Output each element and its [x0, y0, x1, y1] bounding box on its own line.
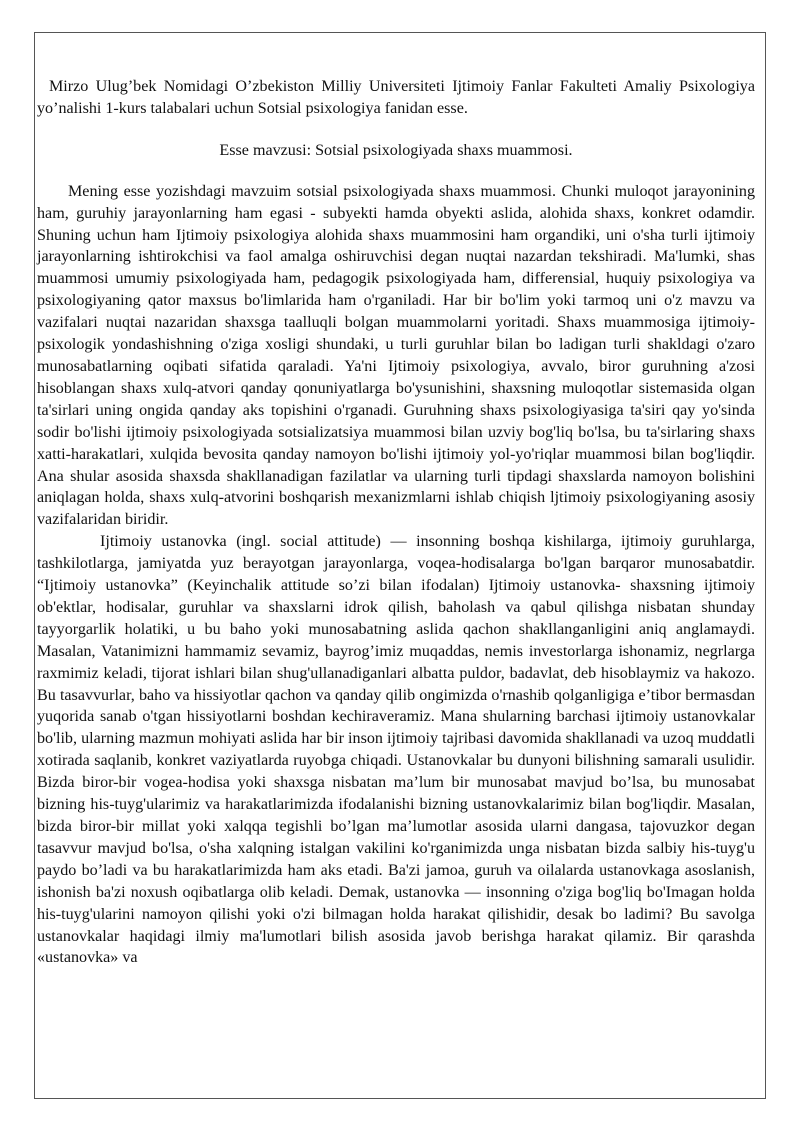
essay-header: Mirzo Ulug’bek Nomidagi O’zbekiston Milliy Universiteti Ijtimoiy Fanlar Fakulteti Amaliy Psixologiya yo’nalishi 1-kurs talabalari uchun Sotsial psixologiya fanidan esse. — [37, 78, 755, 117]
paragraph-1: Mening esse yozishdagi mavzuim sotsial psixologiyada shaxs muammosi. Chunki muloqot jarayonining ham, guruhiy jarayonlarning ham egasi - subyekti hamda obyekti aslida, alohida shaxs, konkret odamdir. Shuning uchun ham Ijtimoiy psixologiya alohida shaxs muammosini ham organdiki, uni o'sha turli ijtimoiy jarayonlarning ishtirokchisi va faol amalga oshiruvchisi degan nuqtai nazardan tekshiradi. Ma'lumki, shas muammosi umumiy psixologiyada ham, pedagogik psixologiyada ham, differensial, huquiy psixologiya va psixologiyaning qator maxsus bo'limlarida ham o'rganiladi. Har bir bo'lim yoki tarmoq uni o'z mavzu va vazifalari nuqtai nazaridan shaxsga taalluqli bolgan muammolarni yoritadi. Shaxs muammosiga ijtimoiy-psixologik yondashishning o'ziga xosligi shundaki, u turli guruhlar bilan bo ladigan turli shakldagi o'zaro munosabatlarning oqibati sifatida qaraladi. Ya'ni Ijtimoiy psixologiya, avvalo, biror guruhning a'zosi hisoblangan shaxs xulq-atvori qanday qonuniyatlarga bo'ysunishini, shaxsning muloqotlar sistemasida olgan ta'sirlari uning ongida qanday aks topishini o'rganadi. Guruhning shaxs psixologiyasiga ta'siri qay yo'sinda sodir bo'lishi ijtimoiy psixologiyada sotsializatsiya muammosi bilan uzviy bog'liq bo'lsa, bu ta'sirlaring shaxs xatti-harakatlari, xulqida bevosita qanday namoyon bo'lishi ijtimoiy yol-yo'riqlar muammosi bilan bog'liqdir. Ana shular asosida shaxsda shakllanadigan fazilatlar va ularning turli tipdagi shaxslarda namoyon bolishini aniqlagan holda, shaxs xulq-atvorini boshqarish mexanizmlarni ishlab chiqish ljtimoiy psixologiyaning asosiy vazifalaridan biridir. — [37, 182, 755, 529]
essay-document — [37, 76, 755, 969]
essay-topic: Esse mavzusi: Sotsial psixologiyada shaxs muammosi. — [219, 141, 573, 159]
paragraph-2: Ijtimoiy ustanovka (ingl. social attitude) — insonning boshqa kishilarga, ijtimoiy guruhlarga, tashkilotlarga, jamiyatda yuz berayotgan jarayonlarga, voqea-hodisalarga bo'lgan barqaror munosabatdir. “Ijtimoiy ustanovka” (Keyinchalik attitude so’zi bilan ifodalan) Ijtimoiy ustanovka- shaxsning ijtimoiy ob'ektlar, hodisalar, guruhlar va shaxslarni idrok qilish, baholash va qabul qilishga nisbatan shunday tayyorgarlik holatiki, u bu baho yoki munosabatning aslida qachon shakllanganligini aniq anglamaydi. Masalan, Vatanimizni hammamiz sevamiz, bayrog’imiz muqaddas, nemis investorlarga ishonamiz, negrlarga raxmimiz keladi, tijorat ishlari bilan shug'ullanadiganlari albatta puldor, badavlat, deb hisoblaymiz va hakozo. Bu tasavvurlar, baho va hissiyotlar qachon va qanday qilib ongimizda o'rnashib qolganligiga e’tibor bermasdan yuqorida sanab o'tgan hissiyotlarni boshdan kechiraveramiz. Mana shularning barchasi ijtimoiy ustanovkalar bo'lib, ularning mazmun mohiyati aslida har bir inson ijtimoiy tajribasi davomida shakllanadi va uzoq muddatli xotirada saqlanib, konkret vaziyatlarda ruyobga chiqadi. Ustanovkalar bu dunyoni bilishning samarali usulidir. Bizda biror-bir vogea-hodisa yoki shaxsga nisbatan ma’lum bir munosabat mavjud bo’lsa, bu munosabat bizning his-tuyg'ularimiz va harakatlarimizda ifodalanishi bizning ustanovkalarimiz bilan bog'liqdir. Masalan, bizda biror-bir millat yoki xalqqa tegishli bo’lgan ma’lumotlar asosida ularni dangasa, tajovuzkor degan tasavvur mavjud bo'lsa, o'sha xalqning istalgan vakilini ko'rganimizda unga nisbatan bizda salbiy his-tuyg'u paydo bo’ladi va bu harakatlarimizda ham aks etadi. Ba'zi jamoa, guruh va oilalarda ustanovkaga asoslanish, ishonish ba'zi noxush oqibatlarga olib keladi. Demak, ustanovka — insonning o'ziga bog'liq bo'Imagan holda his-tuyg'ularini namoyon qilishi yoki o'zi bilmagan holda harakat qilishidir, desak bo ladimi? Bu savolga ustanovkalar haqidagi ilmiy ma'lumotlari bilish asosida javob berishga harakat qilamiz. Bir qarashda «ustanovka» va — [37, 533, 755, 967]
